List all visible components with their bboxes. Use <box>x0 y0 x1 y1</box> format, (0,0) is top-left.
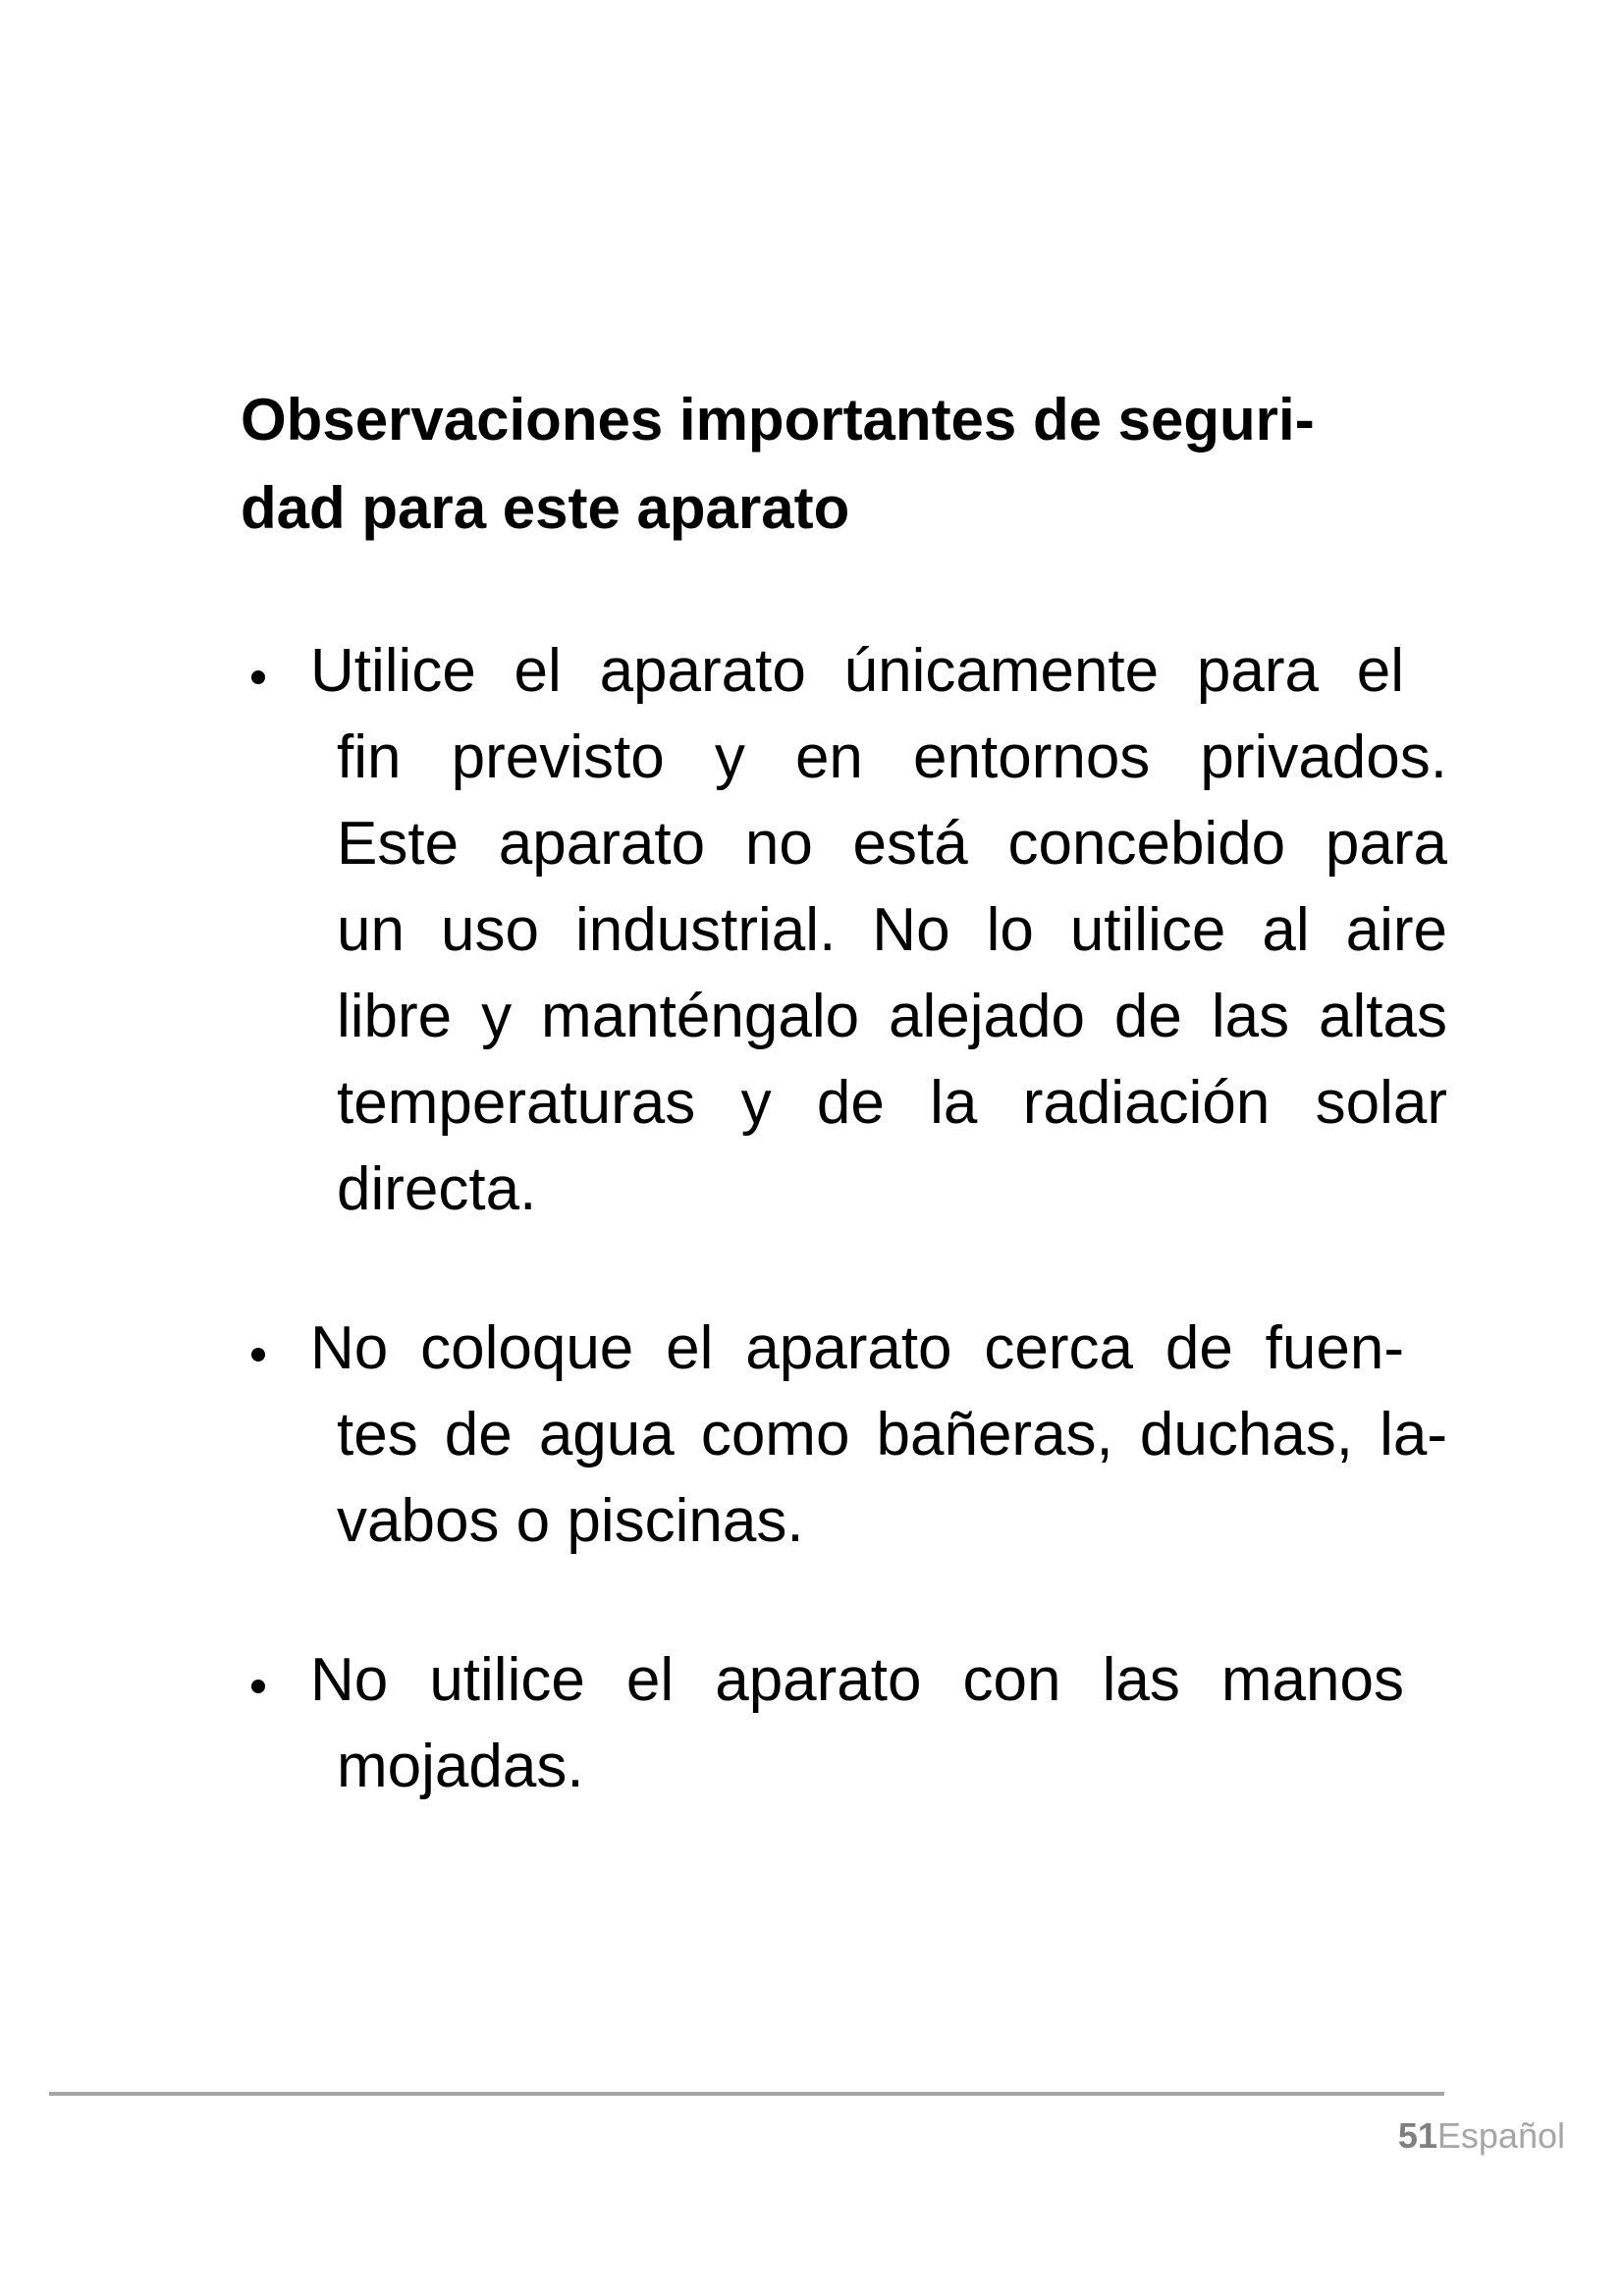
bullet-item <box>0 1306 1624 1565</box>
bullet-text-line: Utilice el aparato únicamente para el <box>310 637 1404 705</box>
bullet-text-line: libre y manténgalo alejado de las altas <box>337 983 1447 1050</box>
bullet-text-line: vabos o piscinas. <box>337 1487 804 1555</box>
section-heading <box>241 376 1315 553</box>
bullet-text-line: fin previsto y en entornos privados. <box>337 723 1447 791</box>
bullet-item <box>0 628 1624 1233</box>
heading-line: Observaciones importantes de seguri- <box>241 387 1315 453</box>
bullet-item <box>0 1637 1624 1810</box>
page-number: 51 <box>1397 2115 1437 2156</box>
bullet-text-line: No utilice el aparato con las manos <box>310 1646 1404 1714</box>
safety-bullet-list <box>0 628 1624 1883</box>
bullet-text-line: No coloque el aparato cerca de fuen- <box>310 1314 1404 1382</box>
bullet-text-line: temperaturas y de la radiación solar <box>337 1069 1447 1137</box>
footer-language-label: Español <box>1436 2115 1565 2156</box>
bullet-text-line: directa. <box>337 1155 537 1223</box>
bullet-text-line: tes de agua como bañeras, duchas, la- <box>337 1401 1447 1468</box>
footer-divider <box>49 2092 1444 2096</box>
page-footer <box>1398 2114 1565 2158</box>
bullet-text-line: Este aparato no está concebido para <box>337 810 1447 878</box>
heading-line: dad para este aparato <box>241 475 850 541</box>
bullet-icon <box>251 1348 265 1362</box>
bullet-text-line: mojadas. <box>337 1733 584 1800</box>
bullet-text-line: un uso industrial. No lo utilice al aire <box>337 896 1447 964</box>
bullet-icon <box>251 1680 265 1693</box>
bullet-icon <box>251 670 265 684</box>
